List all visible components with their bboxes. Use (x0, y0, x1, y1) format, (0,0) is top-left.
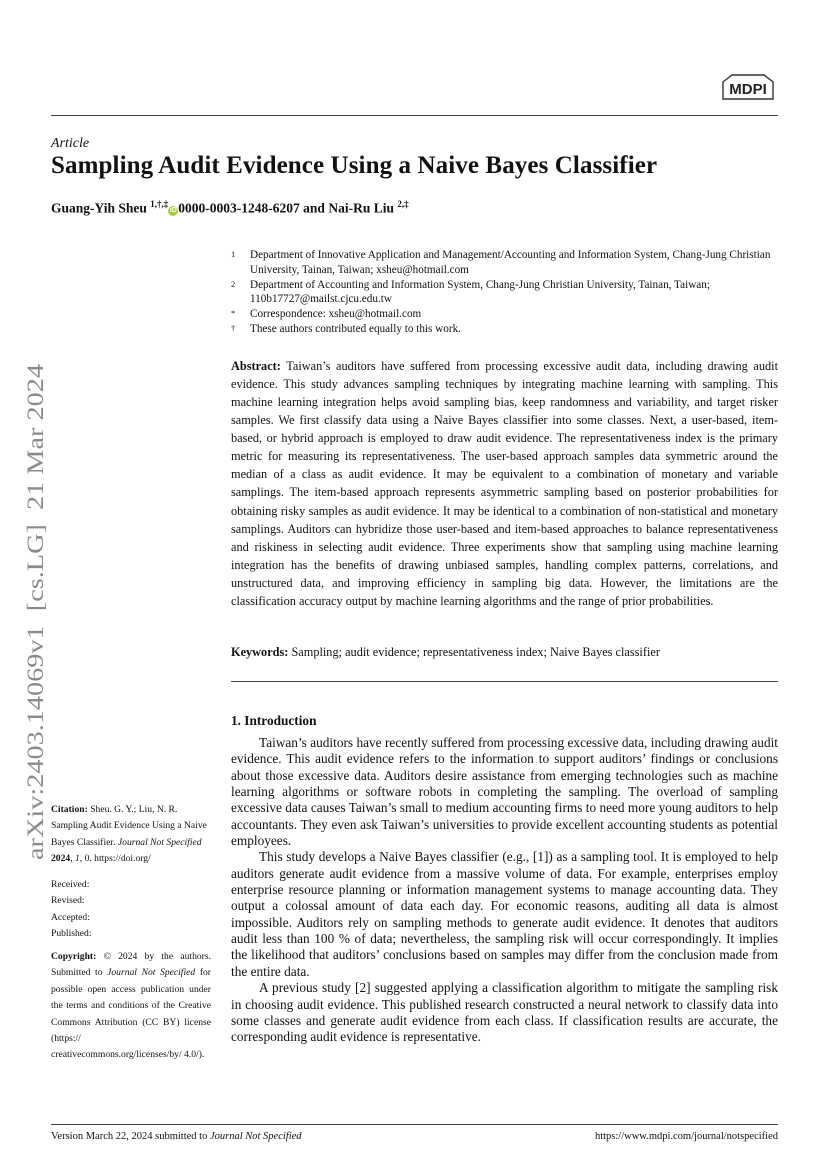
section-rule (231, 681, 778, 682)
citation-journal: Journal Not Specified (117, 836, 202, 848)
footer-version (51, 1131, 302, 1142)
affiliation-item (231, 248, 779, 278)
arxiv-stamp (14, 360, 50, 860)
affiliation-mark: * (231, 308, 236, 319)
orcid-icon[interactable]: iD (169, 206, 177, 214)
author-and: and (303, 200, 325, 216)
citation-text: Sheu. G. Y.; Liu, N. R. Sampling Audit Evidence Using a Naive Bayes Classifier. (51, 804, 207, 848)
copyright-journal: Journal Not Specified (107, 967, 196, 979)
orcid-id[interactable]: 0000-0003-1248-6207 (178, 200, 300, 216)
article-type: Article (51, 136, 90, 151)
header-rule (51, 115, 778, 116)
paragraph: Taiwan’s auditors have recently suffered from processing excessive data, including drawing audit evidence. This audit evidence refers to the information to support auditors’ findings or conclusions about those excessive data. Auditors desire assistance from emerging technologies such as machine learning algorithms or software robots in completing the sampling. The overload of sampling excessive data causes Taiwan’s small to medium accounting firms to need more young auditors to help accountants. They even ask Taiwan’s universities to provide excellent accounting students as potential employees. (231, 735, 778, 849)
body-text (231, 735, 778, 1046)
footer-rule (51, 1124, 778, 1125)
footer-version-text: Version March 22, 2024 submitted to (51, 1131, 208, 1142)
published-label: Published: (51, 928, 92, 940)
copyright-block (51, 949, 211, 1064)
affiliation-mark: 2 (231, 278, 236, 289)
received-label: Received: (51, 879, 90, 890)
revised-label: Revised: (51, 895, 85, 907)
affiliation-text: Correspondence: xsheu@hotmail.com (250, 308, 422, 321)
affiliation-item (231, 278, 779, 308)
citation-block: Citation: Sheu. G. Y.; Liu, N. R. Sampling Audit Evidence Using a Naive Bayes Classifier. Journal Not Specified 2024, 1, 0. https://doi.org/ (51, 804, 207, 865)
affiliation-text: Department of Innovative Application and Management/Accounting and Information System, Chang-Jung Christian University, Tainan, Taiwan; xsheu@hotmail.com (250, 249, 771, 276)
section-heading: 1. Introduction (231, 713, 317, 728)
affiliation-item (231, 307, 779, 322)
dates-block (51, 877, 211, 943)
arxiv-stamp-text: arXiv:2403.14069v1 [cs.LG] 21 Mar 2024 (23, 447, 49, 860)
author-1: Guang-Yih Sheu (51, 200, 147, 216)
citation-year: 2024 (51, 853, 71, 865)
paragraph: A previous study [2] suggested applying a classification algorithm to mitigate the sampling risk in choosing audit evidence. This published research constructed a neural network to classify data into some classes and generate audit evidence from each class. If classification results are accurate, the corresponding audit evidence is representative. (231, 980, 778, 1045)
paragraph: This study develops a Naive Bayes classifier (e.g., [1]) as a sampling tool. It is employed to help auditors generate audit evidence from a massive volume of data. For example, enterprises employ enterprise resource planning or information management systems to manage accounting data. They output a colossal amount of data each day. For economic reasons, auditing all data is almost impossible. Auditors rely on sampling methods to generate audit evidence. It denotes that auditors audit less than 100 % of data; nevertheless, the sampling risk will occur correspondingly. It implies the likelihood that auditors’ conclusions based on samples may differ from the conclusion made from the entire data. (231, 849, 778, 979)
author-1-marks: 1,†,‡ (150, 199, 169, 209)
accepted-label: Accepted: (51, 911, 90, 923)
affiliation-text: These authors contributed equally to this work. (250, 322, 461, 335)
affiliation-item (231, 322, 779, 337)
citation-volume: 1 (74, 853, 80, 865)
citation-doi[interactable]: , 0. https://doi.org/ (79, 853, 151, 865)
abstract-text: Taiwan’s auditors have suffered from processing excessive audit data, including drawing audit evidence. This study advances sampling techniques by integrating machine learning with sampling. This machine learning integration helps avoid sampling bias, keep randomness and variability, and target risker samples. We first classify data using a Naive Bayes classifier into some classes. Next, a user-based, item-based, or hybrid approach is employed to draw audit evidence. The representativeness index is the primary metric for measuring its representativeness. The user-based approach samples data symmetric around the median of a class as audit evidence. It may be equivalent to a combination of monetary and variable samplings. The item-based approach represents asymmetric sampling based on posterior probabilities for obtaining risky samples as audit evidence. It may be identical to a combination of non-statistical and monetary samplings. Auditors can hybridize those user-based and item-based approaches to balance representativeness and riskiness in selecting audit evidence. Three experiments show that sampling using machine learning integration has the benefits of drawing unbiased samples, handling complex patterns, correlations, and unstructured data, and improving efficiency in sampling big data. However, the limitations are the classification accuracy output by machine learning algorithms and the range of prior probabilities. (231, 359, 778, 608)
affiliation-mark: 1 (231, 249, 236, 259)
affiliation-text: Department of Accounting and Information System, Chang-Jung Christian University, Tainan, Taiwan; 110b17727@mailst.cjcu.edu.tw (250, 278, 710, 306)
keywords (231, 645, 778, 660)
abstract-label: Abstract: (231, 359, 281, 373)
copyright-text: © 2024 by the authors. Submitted to (51, 951, 211, 979)
author-line (51, 199, 409, 217)
logo-text: MDPI (729, 81, 767, 98)
keywords-label: Keywords: (231, 645, 289, 659)
copyright-license[interactable]: for possible open access publication under the terms and conditions of the Creative Commons Attribution (CC BY) license (https:// creativecommons.org/licenses/by/ 4.0/). (51, 967, 211, 1061)
affiliations (231, 248, 779, 337)
mdpi-logo (720, 72, 776, 102)
footer-journal: Journal Not Specified (209, 1131, 302, 1142)
keywords-text: Sampling; audit evidence; representativeness index; Naive Bayes classifier (291, 645, 660, 659)
footer-url[interactable]: https://www.mdpi.com/journal/notspecified (594, 1131, 778, 1142)
abstract (231, 357, 778, 610)
affiliation-mark: † (231, 322, 236, 333)
paper-title: Sampling Audit Evidence Using a Naive Bayes Classifier (51, 152, 658, 179)
author-2: Nai-Ru Liu (328, 200, 394, 216)
author-2-marks: 2,‡ (397, 199, 409, 209)
citation-label: Citation: (51, 804, 88, 815)
copyright-label: Copyright: (51, 951, 97, 962)
